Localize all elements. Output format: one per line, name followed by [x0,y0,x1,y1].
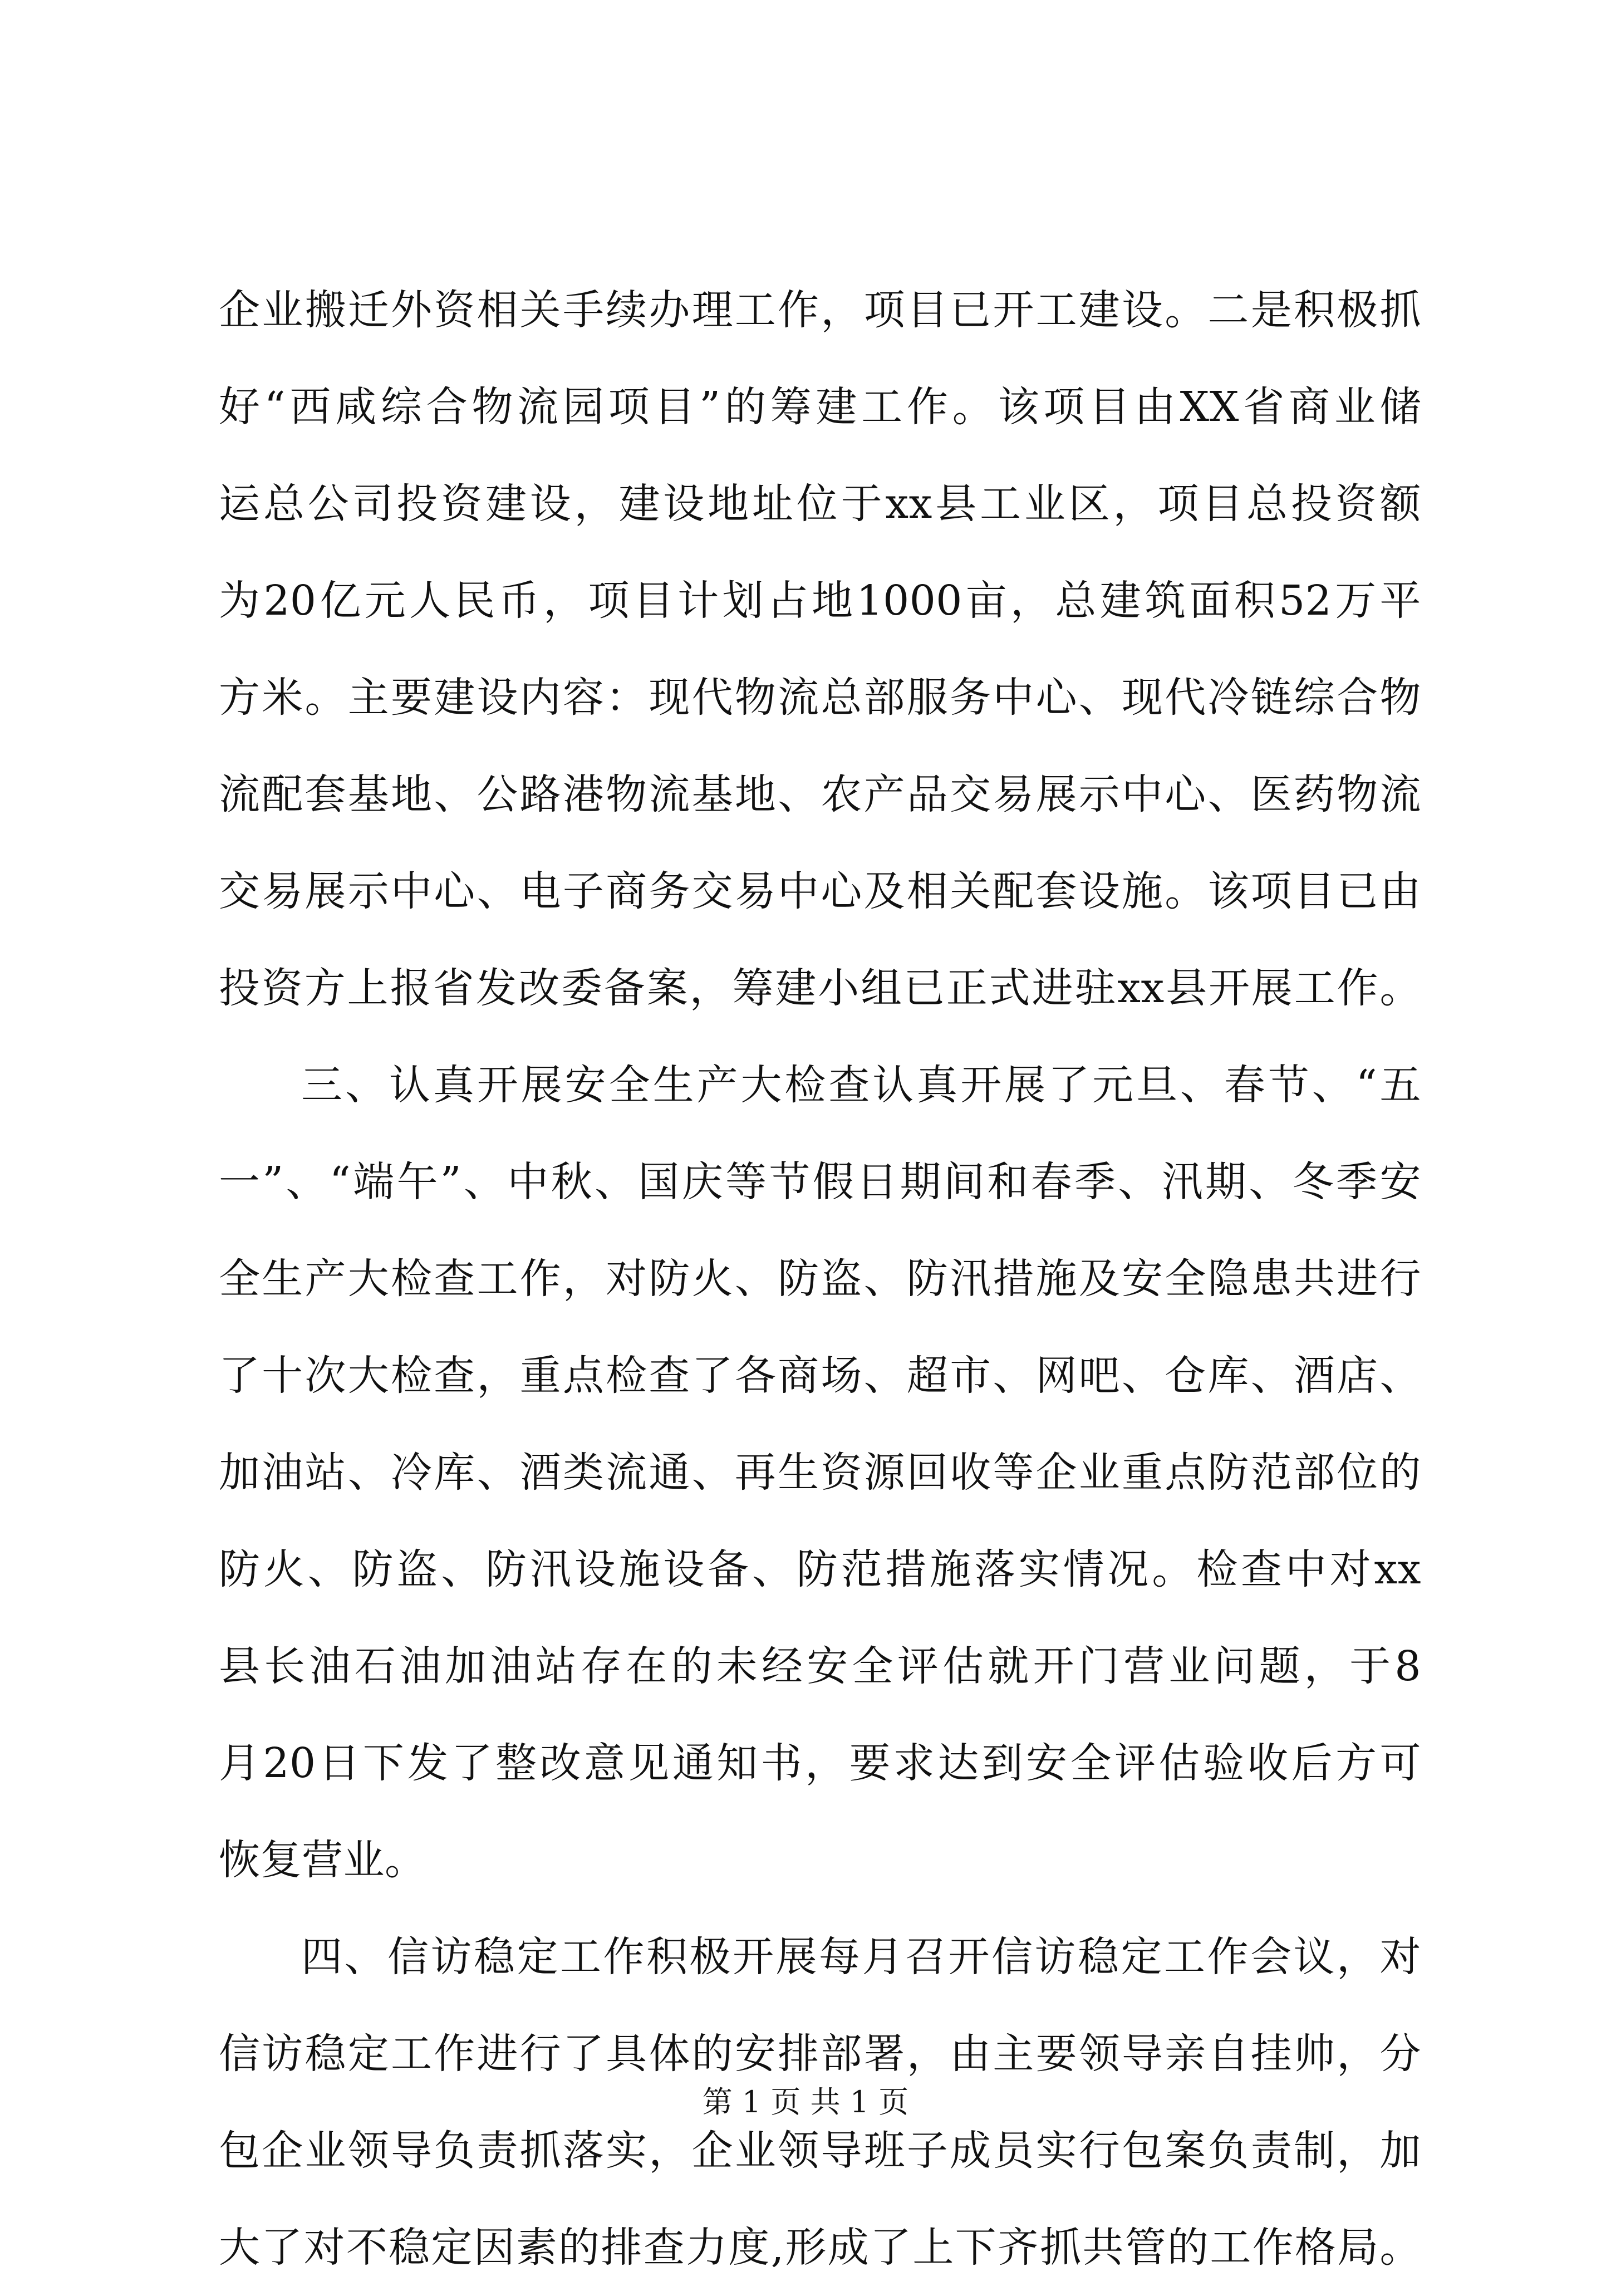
text-line: 月20日下发了整改意见通知书，要求达到安全评估验收后方可 [219,1739,1421,1787]
text-line: 企业搬迁外资相关手续办理工作，项目已开工建设。二是积极抓 [219,286,1421,334]
body-text [219,262,1421,2296]
text-line: 投资方上报省发改委备案，筹建小组已正式进驻xx县开展工作。 [219,964,1421,1012]
text-line: 信访稳定工作进行了具体的安排部署，由主要领导亲自挂帅，分 [219,2030,1421,2078]
paragraph-start-line: 三、认真开展安全生产大检查认真开展了元旦、春节、“五 [301,1061,1421,1109]
page-number-label: 第 1 页 共 1 页 [702,2084,909,2120]
text-line: 流配套基地、公路港物流基地、农产品交易展示中心、医药物流 [219,771,1421,818]
text-line: 了十次大检查，重点检查了各商场、超市、网吧、仓库、酒店、 [219,1352,1421,1400]
text-line: 交易展示中心、电子商务交易中心及相关配套设施。该项目已由 [219,867,1421,915]
paragraph-start-line: 四、信访稳定工作积极开展每月召开信访稳定工作会议，对 [301,1933,1421,1981]
text-line: 全生产大检查工作，对防火、防盗、防汛措施及安全隐患共进行 [219,1255,1421,1303]
text-line: 一”、“端午”、中秋、国庆等节假日期间和春季、汛期、冬季安 [219,1158,1421,1206]
paragraph-end-line: 恢复营业。 [219,1836,426,1884]
text-line: 包企业领导负责抓落实，企业领导班子成员实行包案负责制，加 [219,2127,1421,2175]
text-line: 大了对不稳定因素的排查力度,形成了上下齐抓共管的工作格局。 [219,2224,1421,2272]
text-line: 防火、防盗、防汛设施设备、防范措施落实情况。检查中对xx [219,1546,1421,1593]
text-line: 方米。主要建设内容：现代物流总部服务中心、现代冷链综合物 [219,674,1421,722]
text-line: 为20亿元人民币，项目计划占地1000亩，总建筑面积52万平 [219,577,1421,625]
text-line: 县长油石油加油站存在的未经安全评估就开门营业问题，于8 [219,1642,1421,1690]
text-line: 加油站、冷库、酒类流通、再生资源回收等企业重点防范部位的 [219,1449,1421,1497]
page-footer [0,2080,1611,2125]
text-line: 好“西咸综合物流园项目”的筹建工作。该项目由XX省商业储 [219,383,1421,431]
text-line: 运总公司投资建设，建设地址位于xx县工业区，项目总投资额 [219,480,1421,528]
